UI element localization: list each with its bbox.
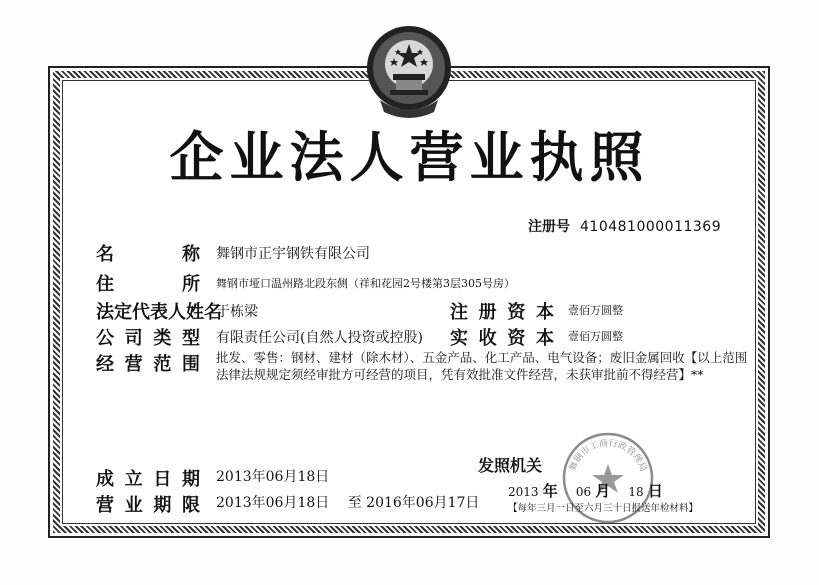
scope-value: 批发、零售：钢材、建材（除木材）、五金产品、化工产品、电气设备；废旧金属回收【以上范围法律法规规定须经审批方可经营的项目，凭有效批准文件经营，未获审批前不得经营】**: [216, 350, 748, 382]
term-from: 2013年06月18日: [216, 495, 330, 511]
annual-inspection-note: 【每年三月一日至六月三十日报送年检材料】: [508, 503, 699, 514]
registration-number: [528, 216, 721, 236]
registration-value: 410481000011369: [580, 219, 722, 235]
address-value: 舞钢市垭口温州路北段东侧（祥和花园2号楼第3层305号房）: [216, 277, 515, 290]
reg-capital-value: 壹佰万圆整: [568, 304, 623, 317]
address-label: 住 所: [96, 274, 200, 295]
term-to: 至 2016年06月17日: [347, 495, 480, 511]
established-value: 2013年06月18日: [216, 469, 330, 485]
legal-rep-label: 法 定 代 表 人 姓 名: [96, 302, 222, 323]
issue-date: 2013 年 06 月 18 日: [508, 482, 663, 500]
reg-capital-label: 注 册 资 本: [450, 302, 554, 323]
registration-label: 注册号: [528, 219, 570, 235]
seal-text: 舞钢市工商行政管理局: [568, 438, 648, 474]
term-label: 营 业 期 限: [96, 495, 200, 516]
term-value: [216, 492, 479, 512]
name-label: 名 称: [96, 244, 200, 265]
name-value: 舞钢市正宇钢铁有限公司: [216, 246, 370, 262]
legal-rep-value: 于栋梁: [216, 304, 258, 320]
national-emblem-icon: [360, 20, 458, 120]
paid-capital-label: 实 收 资 本: [450, 328, 554, 349]
company-type-value: 有限责任公司(自然人投资或控股): [216, 330, 423, 346]
established-label: 成 立 日 期: [96, 469, 200, 490]
scope-label: 经 营 范 围: [96, 354, 200, 375]
paid-capital-value: 壹佰万圆整: [568, 330, 623, 343]
company-type-label: 公 司 类 型: [96, 328, 200, 349]
issuing-authority-label: 发照机关: [478, 456, 543, 475]
document-title: 企业法人营业执照: [169, 126, 650, 189]
